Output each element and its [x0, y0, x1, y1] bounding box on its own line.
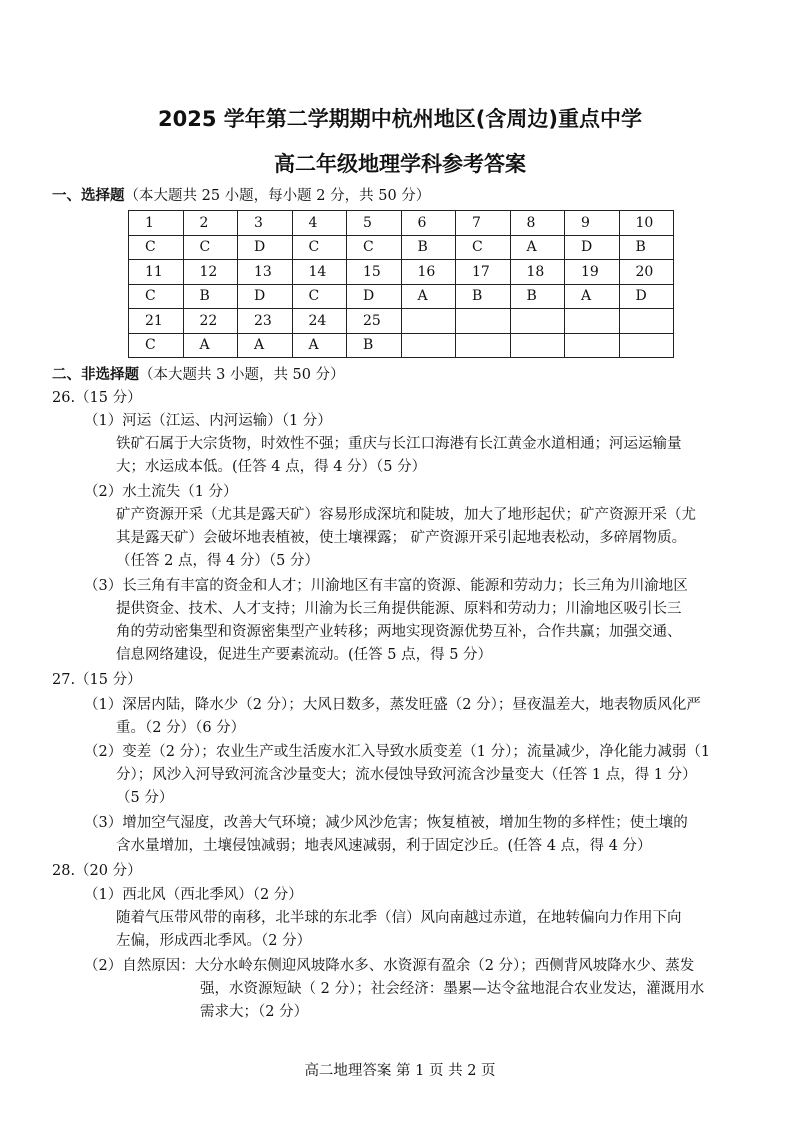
- answer-cell: B: [456, 284, 511, 309]
- q27-heading: 27.（15 分）: [52, 672, 142, 688]
- answer-table: [128, 210, 674, 358]
- answer-cell: A: [510, 235, 565, 260]
- question-number-cell: 21: [129, 309, 184, 334]
- question-number-cell: [510, 309, 565, 334]
- question-number-cell: 20: [619, 260, 674, 285]
- answer-cell: D: [347, 284, 402, 309]
- answer-line: 矿产资源开采（尤其是露天矿）容易形成深坑和陡坡，加大了地形起伏；矿产资源开采（尤: [116, 507, 696, 523]
- answer-line: 提供资金、技术、人才支持；川渝为长三角提供能源、原料和劳动力；川渝地区吸引长三: [116, 601, 682, 617]
- answer-table-row: [129, 260, 674, 285]
- q27-part3: （3）增加空气湿度，改善大气环境；减少风沙危害；恢复植被，增加生物的多样性；使土壤的: [84, 815, 688, 831]
- question-number-cell: 23: [238, 309, 293, 334]
- answer-cell: A: [401, 284, 456, 309]
- question-number-cell: [565, 309, 620, 334]
- answer-cell: C: [129, 235, 184, 260]
- answer-line: 分）；风沙入河导致河流含沙量变大；流水侵蚀导致河流含沙量变大（任答 1 点，得 1 分）: [116, 767, 697, 783]
- answer-cell: D: [565, 235, 620, 260]
- answer-table-row: [129, 309, 674, 334]
- question-number-cell: 6: [401, 211, 456, 236]
- answer-cell: [619, 333, 674, 358]
- answer-cell: D: [619, 284, 674, 309]
- answer-line: 需求大；（2 分）: [200, 1004, 309, 1020]
- q28-part1: （1）西北风（西北季风）（2 分）: [84, 887, 303, 903]
- answer-cell: C: [292, 235, 347, 260]
- document-subtitle: 高二年级地理学科参考答案: [274, 152, 526, 176]
- question-number-cell: 18: [510, 260, 565, 285]
- answer-cell: C: [347, 235, 402, 260]
- answer-cell: [401, 333, 456, 358]
- answer-cell: A: [565, 284, 620, 309]
- question-number-cell: 4: [292, 211, 347, 236]
- q26-heading: 26.（15 分）: [52, 390, 142, 406]
- question-number-cell: 16: [401, 260, 456, 285]
- section-choice-title: 一、选择题: [52, 188, 125, 204]
- answer-line: 强，水资源短缺（ 2 分）；社会经济：墨累—达令盆地混合农业发达，灌溉用水: [200, 981, 705, 997]
- question-number-cell: 10: [619, 211, 674, 236]
- answer-line: 左偏，形成西北季风。（2 分）: [116, 933, 312, 949]
- section-choice-note: （本大题共 25 小题，每小题 2 分，共 50 分）: [124, 188, 431, 204]
- answer-cell: A: [292, 333, 347, 358]
- question-number-cell: 2: [183, 211, 238, 236]
- question-number-cell: 9: [565, 211, 620, 236]
- question-number-cell: 12: [183, 260, 238, 285]
- question-number-cell: [456, 309, 511, 334]
- answer-line: 信息网络建设，促进生产要素流动。(任答 5 点，得 5 分）: [116, 647, 493, 663]
- q27-part2: （2）变差（2 分）；农业生产或生活废水汇入导致水质变差（1 分）；流量减少，净化能力减弱（1: [84, 744, 711, 760]
- answer-cell: [456, 333, 511, 358]
- question-number-cell: 22: [183, 309, 238, 334]
- answer-line: 大；水运成本低。(任答 4 点，得 4 分）（5 分）: [116, 459, 427, 475]
- question-number-cell: 17: [456, 260, 511, 285]
- answer-cell: C: [129, 333, 184, 358]
- section-nonchoice-heading: [52, 364, 345, 386]
- section-nonchoice-title: 二、非选择题: [52, 367, 139, 383]
- question-number-cell: 11: [129, 260, 184, 285]
- answer-line: （5 分）: [116, 790, 174, 806]
- answer-cell: B: [347, 333, 402, 358]
- answer-line: （任答 2 点，得 4 分）（5 分）: [116, 553, 319, 569]
- answer-cell: B: [619, 235, 674, 260]
- answer-cell: [510, 333, 565, 358]
- answer-table-row: [129, 333, 674, 358]
- section-choice-heading: [52, 185, 430, 207]
- answer-cell: B: [510, 284, 565, 309]
- answer-line: 重。（2 分）（6 分）: [116, 720, 246, 736]
- document-title: 2025 学年第二学期期中杭州地区(含周边)重点中学: [158, 107, 642, 131]
- answer-cell: B: [183, 284, 238, 309]
- answer-cell: D: [238, 235, 293, 260]
- question-number-cell: 15: [347, 260, 402, 285]
- question-number-cell: 13: [238, 260, 293, 285]
- question-number-cell: 14: [292, 260, 347, 285]
- answer-cell: C: [456, 235, 511, 260]
- question-number-cell: 24: [292, 309, 347, 334]
- answer-cell: A: [183, 333, 238, 358]
- answer-cell: C: [292, 284, 347, 309]
- q26-part2: （2）水土流失（1 分）: [84, 484, 238, 500]
- answer-cell: [565, 333, 620, 358]
- question-number-cell: 25: [347, 309, 402, 334]
- question-number-cell: [619, 309, 674, 334]
- question-number-cell: 19: [565, 260, 620, 285]
- answer-line: 其是露天矿）会破坏地表植被，使土壤裸露； 矿产资源开采引起地表松动，多碎屑物质。: [116, 530, 687, 546]
- answer-cell: A: [238, 333, 293, 358]
- answer-table-row: [129, 211, 674, 236]
- q26-part1: （1）河运（江运、内河运输）（1 分）: [84, 413, 332, 429]
- question-number-cell: 8: [510, 211, 565, 236]
- question-number-cell: 1: [129, 211, 184, 236]
- answer-cell: B: [401, 235, 456, 260]
- answer-line: 随着气压带风带的南移，北半球的东北季（信）风向南越过赤道，在地转偏向力作用下向: [116, 910, 682, 926]
- section-nonchoice-note: （本大题共 3 小题，共 50 分）: [139, 367, 345, 383]
- question-number-cell: [401, 309, 456, 334]
- question-number-cell: 5: [347, 211, 402, 236]
- answer-line: 铁矿石属于大宗货物，时效性不强；重庆与长江口海港有长江黄金水道相通；河运运输量: [116, 436, 682, 452]
- answer-cell: D: [238, 284, 293, 309]
- q28-part2: （2）自然原因：大分水岭东侧迎风坡降水多、水资源有盈余（2 分）；西侧背风坡降水少、蒸发: [84, 958, 695, 974]
- answer-line: 含水量增加，土壤侵蚀减弱；地表风速减弱，利于固定沙丘。(任答 4 点，得 4 分）: [116, 838, 652, 854]
- answer-cell: C: [129, 284, 184, 309]
- answer-cell: C: [183, 235, 238, 260]
- answer-line: 角的劳动密集型和资源密集型产业转移；两地实现资源优势互补，合作共赢；加强交通、: [116, 624, 682, 640]
- q28-heading: 28.（20 分）: [52, 863, 142, 879]
- answer-table-row: [129, 284, 674, 309]
- page-footer: 高二地理答案 第 1 页 共 2 页: [304, 1063, 496, 1079]
- question-number-cell: 3: [238, 211, 293, 236]
- question-number-cell: 7: [456, 211, 511, 236]
- q27-part1: （1）深居内陆，降水少（2 分）；大风日数多，蒸发旺盛（2 分）；昼夜温差大，地表物质风化严: [84, 697, 701, 713]
- q26-part3: （3）长三角有丰富的资金和人才；川渝地区有丰富的资源、能源和劳动力；长三角为川渝地区: [84, 578, 688, 594]
- answer-table-row: [129, 235, 674, 260]
